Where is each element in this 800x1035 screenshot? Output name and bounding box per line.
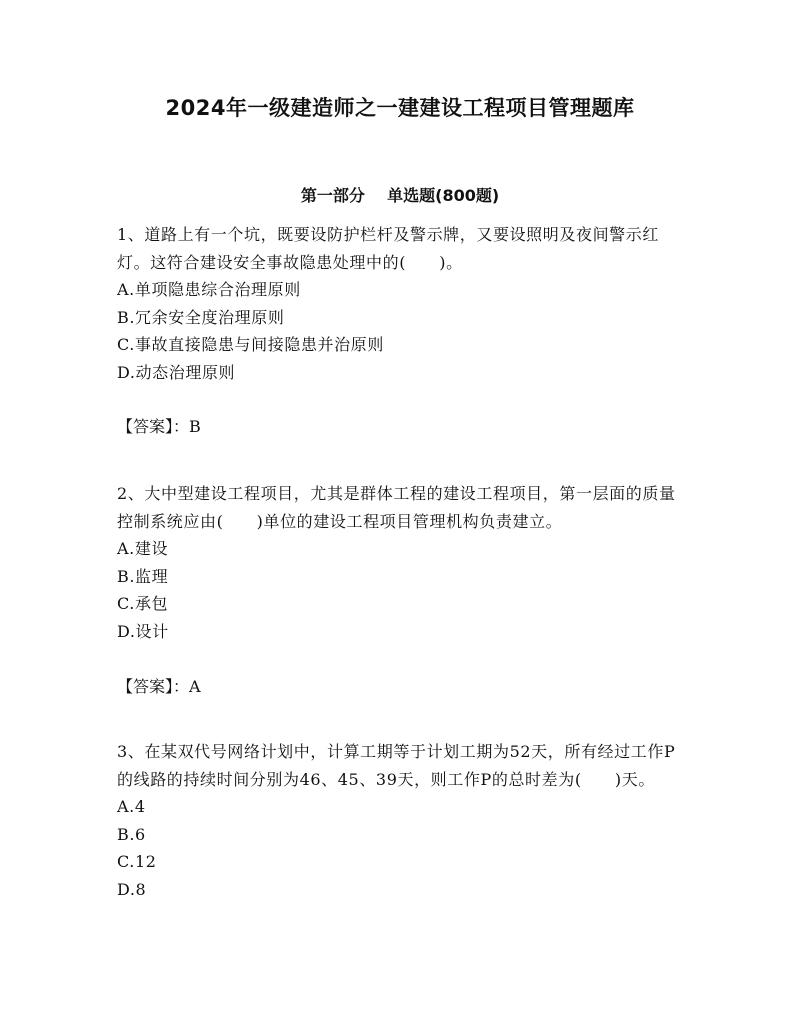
question-1 bbox=[117, 221, 687, 386]
section-title: 第一部分 单选题(800题) bbox=[300, 186, 500, 205]
question-stem: 3、在某双代号网络计划中，计算工期等于计划工期为52天，所有经过工作P的线路的持续时间分别为46、45、39天，则工作P的总时差为( )天。 bbox=[117, 742, 676, 789]
question-3 bbox=[117, 738, 687, 903]
option-d: D.动态治理原则 bbox=[117, 362, 236, 382]
question-2 bbox=[117, 480, 687, 645]
option-b: B.监理 bbox=[117, 566, 169, 586]
option-b: B.冗余安全度治理原则 bbox=[117, 307, 285, 327]
option-a: A.单项隐患综合治理原则 bbox=[117, 280, 301, 299]
answer-2: 【答案】：A bbox=[117, 677, 201, 696]
question-stem: 2、大中型建设工程项目，尤其是群体工程的建设工程项目，第一层面的质量控制系统应由( )单位的建设工程项目管理机构负责建立。 bbox=[117, 484, 676, 531]
option-c: C.承包 bbox=[117, 594, 169, 613]
option-a: A.4 bbox=[117, 797, 146, 816]
option-a: A.建设 bbox=[117, 539, 169, 558]
option-c: C.12 bbox=[117, 852, 157, 871]
answer-1: 【答案】：B bbox=[117, 417, 201, 436]
document-title: 2024年一级建造师之一建建设工程项目管理题库 bbox=[165, 96, 635, 120]
question-stem: 1、道路上有一个坑，既要设防护栏杆及警示牌，又要设照明及夜间警示红灯。这符合建设安全事故隐患处理中的( )。 bbox=[117, 225, 659, 272]
option-b: B.6 bbox=[117, 824, 146, 844]
option-d: D.8 bbox=[117, 879, 147, 899]
option-c: C.事故直接隐患与间接隐患并治原则 bbox=[117, 335, 384, 354]
option-d: D.设计 bbox=[117, 621, 169, 641]
